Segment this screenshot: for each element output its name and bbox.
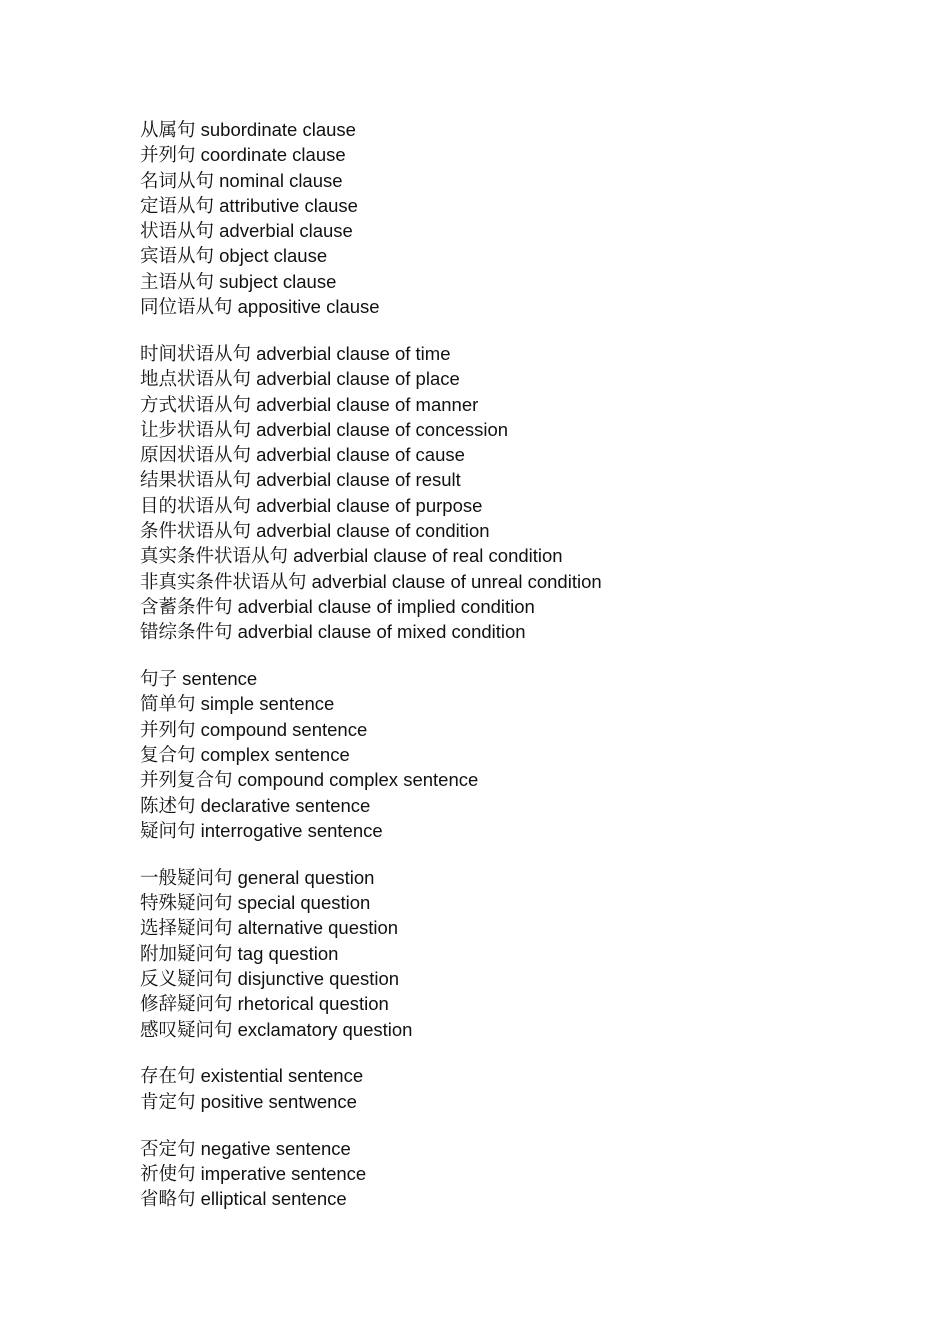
term-line: 错综条件句 adverbial clause of mixed condition — [140, 621, 526, 643]
term-line: 非真实条件状语从句 adverbial clause of unreal condition — [140, 570, 602, 592]
term-line: 并列句 coordinate clause — [140, 144, 346, 166]
term-group-clauses — [140, 117, 900, 319]
term-line: 反义疑问句 disjunctive question — [140, 967, 400, 989]
term-line: 疑问句 interrogative sentence — [140, 819, 383, 841]
term-line: 选择疑问句 alternative question — [140, 917, 399, 939]
term-line: 同位语从句 appositive clause — [140, 296, 380, 318]
term-line: 祈使句 imperative sentence — [140, 1162, 367, 1184]
term-line: 真实条件状语从句 adverbial clause of real condition — [140, 545, 563, 567]
term-line: 陈述句 declarative sentence — [140, 794, 371, 816]
term-line: 定语从句 attributive clause — [140, 194, 358, 216]
term-group-other-sentences — [140, 1136, 900, 1212]
term-line: 省略句 elliptical sentence — [140, 1188, 347, 1210]
term-line: 句子 sentence — [140, 668, 258, 690]
term-line: 让步状语从句 adverbial clause of concession — [140, 418, 509, 440]
term-line: 目的状语从句 adverbial clause of purpose — [140, 494, 483, 516]
term-line: 时间状语从句 adverbial clause of time — [140, 342, 451, 364]
term-line: 感叹疑问句 exclamatory question — [140, 1018, 413, 1040]
term-line: 方式状语从句 adverbial clause of manner — [140, 393, 479, 415]
term-line: 主语从句 subject clause — [140, 270, 337, 292]
term-line: 存在句 existential sentence — [140, 1065, 364, 1087]
term-group-existential-positive — [140, 1063, 900, 1114]
term-line: 附加疑问句 tag question — [140, 942, 339, 964]
term-line: 并列句 compound sentence — [140, 718, 368, 740]
term-line: 含蓄条件句 adverbial clause of implied condition — [140, 595, 535, 617]
term-line: 状语从句 adverbial clause — [140, 220, 353, 242]
term-group-sentences — [140, 666, 900, 843]
term-line: 条件状语从句 adverbial clause of condition — [140, 520, 490, 542]
term-line: 否定句 negative sentence — [140, 1137, 351, 1159]
term-line: 原因状语从句 adverbial clause of cause — [140, 444, 465, 466]
term-line: 简单句 simple sentence — [140, 693, 335, 715]
document-page — [140, 117, 900, 1233]
term-line: 宾语从句 object clause — [140, 245, 328, 267]
term-line: 并列复合句 compound complex sentence — [140, 769, 479, 791]
term-group-adverbial-clauses — [140, 341, 900, 645]
term-line: 名词从句 nominal clause — [140, 169, 343, 191]
term-group-questions — [140, 865, 900, 1042]
term-line: 地点状语从句 adverbial clause of place — [140, 368, 460, 390]
term-line: 一般疑问句 general question — [140, 866, 375, 888]
term-line: 从属句 subordinate clause — [140, 119, 356, 140]
term-line: 特殊疑问句 special question — [140, 892, 371, 914]
term-line: 复合句 complex sentence — [140, 744, 350, 766]
term-line: 修辞疑问句 rhetorical question — [140, 993, 389, 1015]
term-line: 肯定句 positive sentwence — [140, 1090, 357, 1112]
term-line: 结果状语从句 adverbial clause of result — [140, 469, 461, 491]
